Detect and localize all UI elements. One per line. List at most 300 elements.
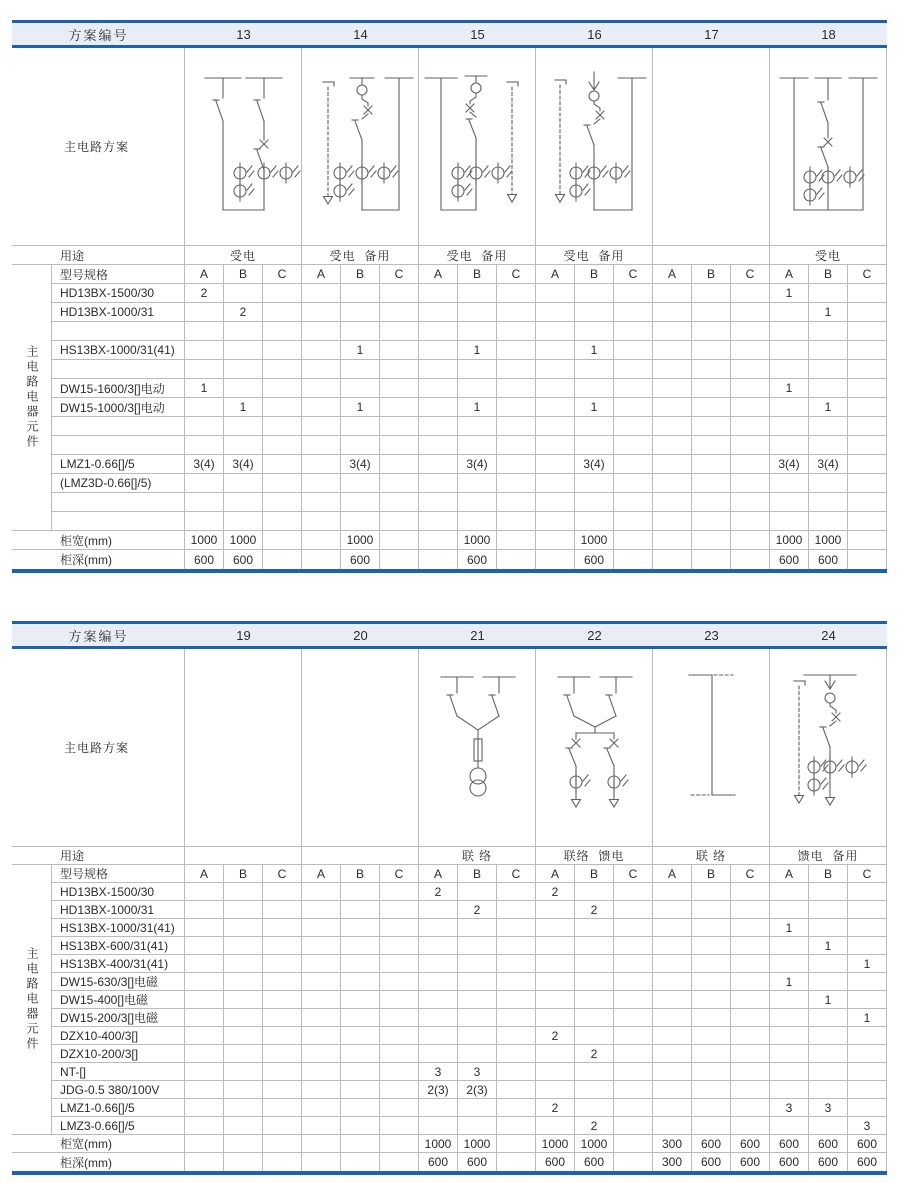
subcolumn-header: A: [302, 265, 341, 284]
spec-cell: [224, 436, 263, 455]
spec-row: [12, 1063, 887, 1081]
spec-cell: 2: [536, 1027, 575, 1045]
spec-cell: [653, 417, 692, 436]
subcolumn-header: C: [614, 865, 653, 883]
spec-cell: [731, 512, 770, 531]
spec-cell: [770, 417, 809, 436]
cabinet-width-row-cell: [536, 531, 575, 550]
spec-cell: [185, 303, 224, 322]
spec-cell: [263, 512, 302, 531]
spec-cell: [770, 1063, 809, 1081]
spec-cell: [731, 901, 770, 919]
cabinet-depth-row-cell: 600: [770, 1153, 809, 1171]
spec-cell: [770, 955, 809, 973]
cabinet-depth-row-cell: [848, 550, 887, 569]
spec-cell: [224, 417, 263, 436]
spec-cell: [185, 1027, 224, 1045]
spec-cell: [302, 379, 341, 398]
usage-scheme-16: 受电 备用: [536, 246, 653, 265]
cabinet-depth-row-cell: [263, 550, 302, 569]
spec-cell: [224, 973, 263, 991]
scheme-table-19-24: [12, 621, 887, 1175]
spec-cell: [614, 973, 653, 991]
spec-cell: [692, 973, 731, 991]
spec-cell: [770, 512, 809, 531]
subcolumn-header: B: [341, 265, 380, 284]
cabinet-depth-row-cell: [497, 550, 536, 569]
spec-cell: [731, 284, 770, 303]
spec-row: [12, 1099, 887, 1117]
spec-cell: [419, 955, 458, 973]
spec-cell: [263, 1081, 302, 1099]
spec-cell: [575, 512, 614, 531]
spec-cell: [341, 1063, 380, 1081]
spec-cell: [536, 322, 575, 341]
spec-cell: [575, 991, 614, 1009]
spec-cell: [224, 1045, 263, 1063]
subcolumn-header: A: [419, 865, 458, 883]
spec-cell: [692, 398, 731, 417]
cabinet-width-row-cell: 300: [653, 1135, 692, 1153]
spec-cell: [185, 919, 224, 937]
spec-cell: [497, 1063, 536, 1081]
spec-cell: [497, 1117, 536, 1135]
spec-cell: [224, 322, 263, 341]
spec-cell: [692, 360, 731, 379]
spec-cell: [380, 955, 419, 973]
spec-cell: [497, 360, 536, 379]
spec-cell: [185, 883, 224, 901]
cabinet-width-row-cell: [848, 531, 887, 550]
spec-cell: [302, 1063, 341, 1081]
spec-cell: [341, 1027, 380, 1045]
spec-cell: [848, 436, 887, 455]
spec-cell: [497, 1081, 536, 1099]
cabinet-width-row-cell: 1000: [536, 1135, 575, 1153]
spec-cell: 3(4): [809, 455, 848, 474]
spec-cell: [458, 474, 497, 493]
cabinet-width-row-cell: [224, 1135, 263, 1153]
spec-header-label: 型号规格: [52, 265, 185, 284]
model-label: DW15-630/3[]电磁: [52, 973, 185, 991]
spec-cell: [731, 991, 770, 1009]
spec-cell: [380, 322, 419, 341]
spec-cell: [614, 1009, 653, 1027]
spec-cell: 2: [458, 901, 497, 919]
spec-cell: [770, 474, 809, 493]
spec-cell: [185, 937, 224, 955]
model-label: HS13BX-1000/31(41): [52, 919, 185, 937]
spec-cell: [653, 1117, 692, 1135]
model-label: [52, 322, 185, 341]
subcolumn-header: A: [419, 265, 458, 284]
spec-cell: [419, 991, 458, 1009]
cabinet-depth-row-cell: 600: [731, 1153, 770, 1171]
cabinet-depth-row-cell: [302, 1153, 341, 1171]
cabinet-width-row-cell: [341, 1135, 380, 1153]
spec-cell: [653, 973, 692, 991]
spec-cell: [302, 991, 341, 1009]
cabinet-width-row-cell: 600: [692, 1135, 731, 1153]
spec-cell: [224, 512, 263, 531]
subcolumn-header: C: [614, 265, 653, 284]
spec-header-label: 型号规格: [52, 865, 185, 883]
spec-cell: [536, 284, 575, 303]
spec-cell: [224, 901, 263, 919]
spec-cell: [185, 1009, 224, 1027]
cabinet-width-row-cell: 600: [770, 1135, 809, 1153]
spec-cell: [302, 973, 341, 991]
usage-scheme-22: 联络 馈电: [536, 847, 653, 865]
spec-row: [12, 1045, 887, 1063]
cabinet-width-row-cell: 600: [848, 1135, 887, 1153]
spec-cell: [809, 883, 848, 901]
spec-cell: [575, 1099, 614, 1117]
spec-cell: [848, 493, 887, 512]
spec-cell: [263, 436, 302, 455]
spec-cell: 3: [770, 1099, 809, 1117]
spec-cell: [224, 955, 263, 973]
spec-cell: [809, 1117, 848, 1135]
cabinet-depth-row-cell: [380, 1153, 419, 1171]
spec-cell: [497, 455, 536, 474]
spec-cell: 2: [224, 303, 263, 322]
spec-cell: [614, 360, 653, 379]
spec-cell: [185, 901, 224, 919]
cabinet-depth-row-cell: [419, 550, 458, 569]
subcolumn-header: B: [809, 865, 848, 883]
spec-cell: [263, 303, 302, 322]
spec-cell: [653, 901, 692, 919]
spec-cell: [341, 474, 380, 493]
spec-cell: [341, 303, 380, 322]
spec-cell: [731, 436, 770, 455]
model-label: HD13BX-1000/31: [52, 303, 185, 322]
spec-cell: [263, 883, 302, 901]
spec-cell: [341, 1045, 380, 1063]
subcolumn-header: B: [692, 865, 731, 883]
spec-cell: [848, 303, 887, 322]
spec-cell: [302, 955, 341, 973]
cabinet-width-row-cell: 1000: [224, 531, 263, 550]
spec-cell: 1: [770, 919, 809, 937]
spec-cell: [809, 1081, 848, 1099]
spec-cell: 1: [848, 955, 887, 973]
spec-cell: 1: [185, 379, 224, 398]
model-label: DW15-1000/3[]电动: [52, 398, 185, 417]
spec-row: [12, 455, 887, 474]
spec-cell: [497, 1045, 536, 1063]
cabinet-width-row-cell: [731, 531, 770, 550]
spec-cell: [692, 436, 731, 455]
subcolumn-header: C: [848, 265, 887, 284]
usage-scheme-19: [185, 847, 302, 865]
spec-cell: [224, 341, 263, 360]
spec-cell: [614, 901, 653, 919]
spec-cell: [263, 919, 302, 937]
usage-scheme-17: [653, 246, 770, 265]
spec-cell: [731, 455, 770, 474]
cabinet-depth-row: [12, 550, 887, 569]
spec-cell: [692, 455, 731, 474]
spec-cell: [419, 1045, 458, 1063]
spec-cell: [536, 1063, 575, 1081]
subcolumn-header: C: [497, 265, 536, 284]
spec-cell: [263, 901, 302, 919]
model-label: NT-[]: [52, 1063, 185, 1081]
circuit-diagram-scheme-14: [302, 48, 419, 245]
spec-cell: [692, 1063, 731, 1081]
spec-cell: [497, 417, 536, 436]
spec-cell: [497, 1009, 536, 1027]
spec-cell: [731, 322, 770, 341]
spec-cell: [770, 901, 809, 919]
spec-cell: [263, 1117, 302, 1135]
spec-cell: [731, 1045, 770, 1063]
spec-cell: [380, 474, 419, 493]
spec-row: [12, 360, 887, 379]
spec-cell: [575, 379, 614, 398]
cabinet-depth-row-cell: 600: [458, 550, 497, 569]
model-label: DW15-200/3[]电磁: [52, 1009, 185, 1027]
spec-cell: [302, 512, 341, 531]
circuit-diagram-scheme-17: [653, 48, 770, 245]
model-label: HD13BX-1000/31: [52, 901, 185, 919]
cabinet-width-row-cell: [263, 531, 302, 550]
spec-cell: [731, 937, 770, 955]
spec-cell: [341, 1081, 380, 1099]
cabinet-depth-row-label: 柜深(mm): [12, 550, 185, 569]
spec-cell: [380, 1099, 419, 1117]
spec-cell: [458, 284, 497, 303]
spec-cell: [575, 284, 614, 303]
spec-cell: [380, 398, 419, 417]
spec-cell: [380, 1027, 419, 1045]
spec-cell: [497, 322, 536, 341]
spec-cell: [614, 455, 653, 474]
cabinet-width-row-cell: [692, 531, 731, 550]
spec-cell: [341, 1117, 380, 1135]
cabinet-width-row-cell: 1000: [809, 531, 848, 550]
model-label: HD13BX-1500/30: [52, 883, 185, 901]
cabinet-width-row-cell: [419, 531, 458, 550]
spec-cell: [536, 1009, 575, 1027]
spec-cell: [809, 1063, 848, 1081]
spec-row: [12, 474, 887, 493]
spec-cell: [731, 417, 770, 436]
spec-cell: [380, 436, 419, 455]
spec-cell: [341, 1099, 380, 1117]
spec-cell: [614, 1045, 653, 1063]
spec-cell: [224, 937, 263, 955]
spec-cell: [653, 455, 692, 474]
subcolumn-header: C: [380, 865, 419, 883]
spec-cell: [380, 937, 419, 955]
spec-cell: [263, 991, 302, 1009]
model-label: HS13BX-600/31(41): [52, 937, 185, 955]
spec-cell: 2(3): [419, 1081, 458, 1099]
model-label: DZX10-200/3[]: [52, 1045, 185, 1063]
usage-row: [12, 847, 887, 865]
spec-cell: 3(4): [770, 455, 809, 474]
spec-cell: [614, 955, 653, 973]
cabinet-depth-row-cell: 600: [575, 550, 614, 569]
circuit-diagram-scheme-24: [770, 649, 887, 846]
spec-cell: 1: [770, 284, 809, 303]
spec-cell: [692, 379, 731, 398]
scheme-number: 16: [587, 26, 602, 42]
spec-row: [12, 1117, 887, 1135]
scheme-number-header-row: [12, 621, 887, 649]
spec-cell: 1: [575, 341, 614, 360]
cabinet-width-row-cell: 1000: [419, 1135, 458, 1153]
spec-cell: [653, 341, 692, 360]
cabinet-depth-row-cell: [731, 550, 770, 569]
cabinet-width-row-label: 柜宽(mm): [12, 531, 185, 550]
circuit-diagram-scheme-20: [302, 649, 419, 846]
spec-cell: [614, 474, 653, 493]
spec-cell: [575, 322, 614, 341]
spec-cell: [380, 1009, 419, 1027]
spec-cell: [497, 991, 536, 1009]
spec-cell: 2(3): [458, 1081, 497, 1099]
cabinet-depth-row-cell: 600: [458, 1153, 497, 1171]
spec-cell: [653, 284, 692, 303]
subcolumn-header: A: [185, 865, 224, 883]
cabinet-width-row: [12, 531, 887, 550]
spec-cell: [263, 284, 302, 303]
model-label: HS13BX-400/31(41): [52, 955, 185, 973]
cabinet-depth-row-cell: 600: [692, 1153, 731, 1171]
scheme-number: 13: [236, 26, 251, 42]
spec-cell: [770, 436, 809, 455]
spec-cell: [848, 341, 887, 360]
spec-cell: [731, 398, 770, 417]
spec-cell: [731, 1009, 770, 1027]
spec-cell: [809, 379, 848, 398]
subcolumn-header: C: [497, 865, 536, 883]
spec-cell: [341, 883, 380, 901]
spec-cell: [497, 284, 536, 303]
spec-cell: [341, 284, 380, 303]
cabinet-width-row-cell: [614, 1135, 653, 1153]
usage-scheme-24: 馈电 备用: [770, 847, 887, 865]
spec-cell: [653, 883, 692, 901]
circuit-diagram-scheme-13: [185, 48, 302, 245]
spec-cell: 1: [809, 303, 848, 322]
spec-cell: [185, 512, 224, 531]
spec-cell: [341, 991, 380, 1009]
cabinet-depth-row-cell: [341, 1153, 380, 1171]
spec-cell: [458, 883, 497, 901]
spec-cell: [263, 955, 302, 973]
spec-cell: 2: [536, 883, 575, 901]
spec-row: [12, 493, 887, 512]
spec-row: [12, 303, 887, 322]
spec-row: [12, 512, 887, 531]
subcolumn-header: C: [263, 865, 302, 883]
usage-scheme-18: 受电: [770, 246, 887, 265]
spec-cell: [692, 991, 731, 1009]
spec-cell: 3(4): [341, 455, 380, 474]
spec-cell: [458, 937, 497, 955]
spec-cell: [536, 474, 575, 493]
spec-cell: [731, 303, 770, 322]
usage-scheme-14: 受电 备用: [302, 246, 419, 265]
spec-cell: [536, 955, 575, 973]
spec-cell: [809, 474, 848, 493]
spec-cell: [692, 1027, 731, 1045]
cabinet-depth-row-cell: [302, 550, 341, 569]
spec-cell: [458, 1117, 497, 1135]
spec-cell: [185, 1081, 224, 1099]
spec-cell: [770, 360, 809, 379]
spec-cell: [458, 379, 497, 398]
model-label: HD13BX-1500/30: [52, 284, 185, 303]
spec-row: [12, 1081, 887, 1099]
spec-cell: [731, 1099, 770, 1117]
spec-cell: [380, 1063, 419, 1081]
spec-row: [12, 1027, 887, 1045]
scheme-number: 24: [821, 627, 836, 643]
spec-cell: [263, 322, 302, 341]
spec-cell: [848, 379, 887, 398]
spec-cell: [536, 1045, 575, 1063]
spec-cell: [536, 341, 575, 360]
scheme-number-header-label: 方案编号: [68, 628, 129, 644]
spec-cell: [614, 493, 653, 512]
spec-cell: [809, 1045, 848, 1063]
spec-cell: [185, 493, 224, 512]
model-label: LMZ1-0.66[]/5: [52, 1099, 185, 1117]
subcolumn-header: B: [224, 865, 263, 883]
subcolumn-header: C: [731, 265, 770, 284]
model-label: LMZ3-0.66[]/5: [52, 1117, 185, 1135]
spec-cell: 1: [809, 398, 848, 417]
spec-cell: [575, 973, 614, 991]
spec-cell: [380, 991, 419, 1009]
cabinet-depth-row-cell: [224, 1153, 263, 1171]
spec-cell: [731, 1027, 770, 1045]
spec-cell: [653, 303, 692, 322]
spec-cell: [302, 1099, 341, 1117]
spec-cell: [731, 883, 770, 901]
usage-scheme-23: 联 络: [653, 847, 770, 865]
spec-cell: [419, 436, 458, 455]
spec-cell: [536, 919, 575, 937]
spec-cell: [302, 937, 341, 955]
diagram-row-label: 主电路方案: [12, 48, 185, 245]
spec-cell: [263, 1063, 302, 1081]
spec-cell: [341, 512, 380, 531]
spec-cell: [731, 973, 770, 991]
spec-cell: [848, 919, 887, 937]
spec-cell: 3(4): [224, 455, 263, 474]
cabinet-depth-row-cell: 600: [770, 550, 809, 569]
spec-cell: [185, 436, 224, 455]
spec-cell: [458, 493, 497, 512]
spec-cell: [458, 512, 497, 531]
scheme-number: 15: [470, 26, 485, 42]
spec-cell: [302, 341, 341, 360]
subcolumn-header: B: [809, 265, 848, 284]
spec-cell: [614, 1099, 653, 1117]
spec-cell: [575, 1027, 614, 1045]
spec-cell: [185, 1045, 224, 1063]
spec-cell: [380, 919, 419, 937]
spec-cell: [497, 1099, 536, 1117]
cabinet-width-row-cell: [185, 1135, 224, 1153]
